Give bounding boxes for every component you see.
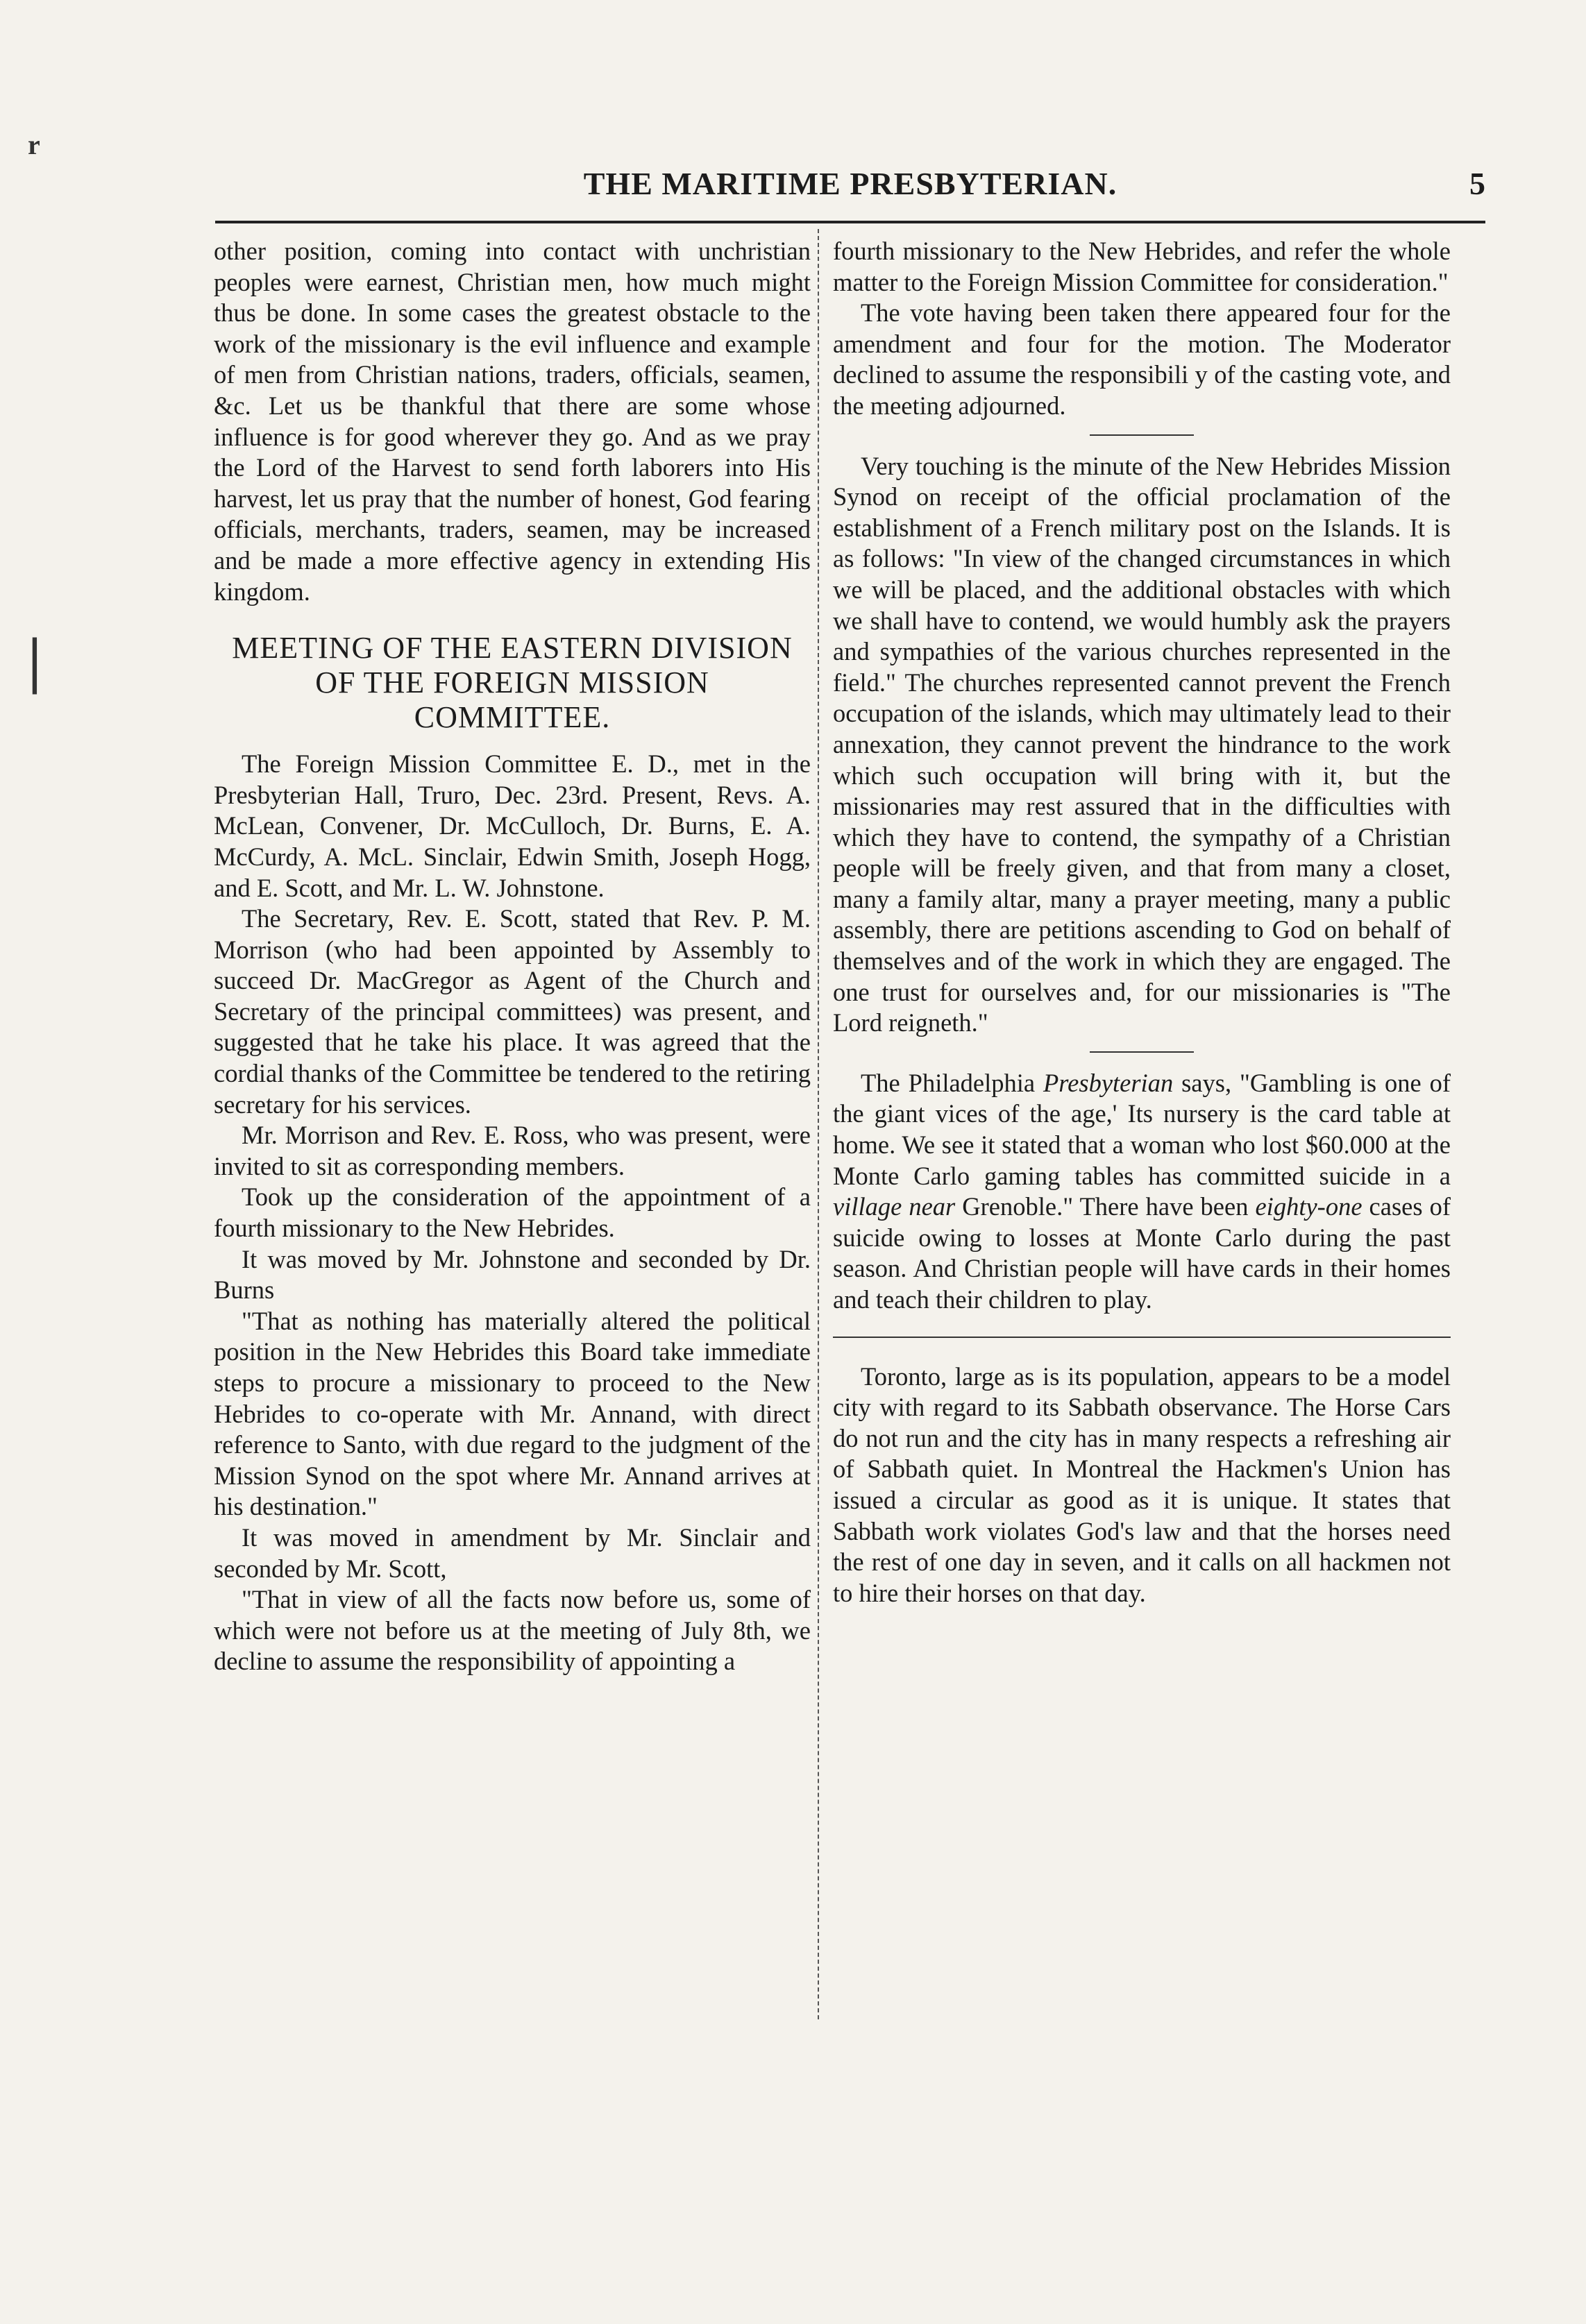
paragraph: The vote having been taken there appeared four for the amendment and four for the motion. The Moderator declined to assume the responsibili y of the casting vote, and the meeting adjourned. <box>833 298 1451 420</box>
section-separator <box>1090 1051 1194 1053</box>
text-run: Grenoble." There have been <box>955 1192 1256 1221</box>
motion-quote: "That as nothing has materially altered the political position in the New Hebrides this Board take immediate steps to procure a missionary to proceed to the New Hebrides to co-operate with Mr. Annand, with direct reference to Santo, with due regard to the judgment of the Mission Synod on the spot where Mr. Annand arrives at his destination." <box>214 1306 811 1521</box>
stray-mark: r <box>28 129 40 160</box>
left-column <box>214 236 811 1677</box>
italic-text: Presbyterian <box>1043 1068 1174 1097</box>
paragraph: Toronto, large as is its population, appears to be a model city with regard to its Sabbath observance. The Horse Cars do not run and the city has in many respects a refreshing air of Sabbath quiet. In Montreal the Hackmen's Union has issued a circular as good as it is unique. It states that Sabbath work violates God's law and that the horses need the rest of one day in seven, and it calls on all hackmen not to hire their horses on that day. <box>833 1362 1451 1607</box>
article-continuation: other position, coming into contact with unchristian peoples were earnest, Christian men, how much might thus be done. In some cases the greatest obstacle to the work of the missionary is the evil influence and example of men from Christian nations, traders, officials, seamen, &c. Let us be thankful that there are some whose influence is for good wherever they go. And as we pray the Lord of the Harvest to send forth laborers into His harvest, let us pray that the number of honest, God fearing officials, merchants, traders, seamen, may be increased and be made a more effective agency in extending His kingdom. <box>214 237 811 606</box>
paragraph: It was moved in amendment by Mr. Sinclair and seconded by Mr. Scott, <box>214 1523 811 1583</box>
section-separator <box>1090 434 1194 436</box>
page-number: 5 <box>1469 166 1485 201</box>
margin-bar: | <box>28 626 42 695</box>
header-rule <box>215 221 1485 223</box>
right-column <box>833 236 1451 1609</box>
italic-text: eighty-one <box>1255 1192 1363 1221</box>
paragraph: It was moved by Mr. Johnstone and seconded by Dr. Burns <box>214 1244 811 1305</box>
paragraph: Very touching is the minute of the New Hebrides Mission Synod on receipt of the official proclamation of the establishment of a French military post on the Islands. It is as follows: "In view of the changed circumstances in which we will be placed, and the additional obstacles with which we shall have to contend, we would humbly ask the prayers and sympathies of the various churches represented in the field." The churches represented cannot prevent the French occupation of the islands, which may ultimately lead to their annexation, they cannot prevent the hindrance to the work which such occupation will bring with it, but the missionaries may rest assured that in the difficulties with which they have to contend, the sympathy of a Christian people will be freely given, and that from many a closet, many a family altar, many a prayer meeting, many a public assembly, there are petitions ascending to God on behalf of themselves and of the work in which they are engaged. The one trust for ourselves and, for our missionaries is "The Lord reigneth." <box>833 451 1451 1037</box>
paragraph: Mr. Morrison and Rev. E. Ross, who was present, were invited to sit as corresponding members. <box>214 1121 811 1180</box>
paragraph: Took up the consideration of the appointment of a fourth missionary to the New Hebrides. <box>214 1182 811 1243</box>
italic-text: village near <box>833 1192 956 1221</box>
page-header <box>215 165 1485 207</box>
article-heading: MEETING OF THE EASTERN DIVISION OF THE FOREIGN MISSION COMMITTEE. <box>232 631 793 735</box>
paragraph: fourth missionary to the New Hebrides, and refer the whole matter to the Foreign Mission Committee for consideration." <box>833 237 1451 296</box>
paragraph <box>833 1068 1451 1316</box>
section-separator <box>833 1337 1451 1338</box>
column-divider <box>818 229 819 2019</box>
publication-title: THE MARITIME PRESBYTERIAN. <box>583 166 1117 201</box>
text-run: says, "Gambling is one of the giant vices of the age,' Its nursery is the card table at home. We see it stated that a woman who lost $60.000 at the Monte Carlo gaming tables has committed suicide in a <box>833 1068 1451 1190</box>
text-run: cases of suicide owing to losses at Monte Carlo during the past season. And Christian people will have cards in their homes and teach their children to play. <box>833 1192 1451 1314</box>
paragraph: The Secretary, Rev. E. Scott, stated that Rev. P. M. Morrison (who had been appointed by Assembly to succeed Dr. MacGregor as Agent of the Church and Secretary of the principal committees) was present, and suggested that he take his place. It was agreed that the cordial thanks of the Committee be tendered to the retiring secretary for his services. <box>214 904 811 1119</box>
paragraph: The Foreign Mission Committee E. D., met in the Presbyterian Hall, Truro, Dec. 23rd. Present, Revs. A. McLean, Convener, Dr. McCulloch, Dr. Burns, E. A. McCurdy, A. McL. Sinclair, Edwin Smith, Joseph Hogg, and E. Scott, and Mr. L. W. Johnstone. <box>214 749 811 902</box>
amendment-quote: "That in view of all the facts now before us, some of which were not before us at the meeting of July 8th, we decline to assume the responsibility of appointing a <box>214 1585 811 1676</box>
text-run: The Philadelphia <box>861 1068 1044 1097</box>
